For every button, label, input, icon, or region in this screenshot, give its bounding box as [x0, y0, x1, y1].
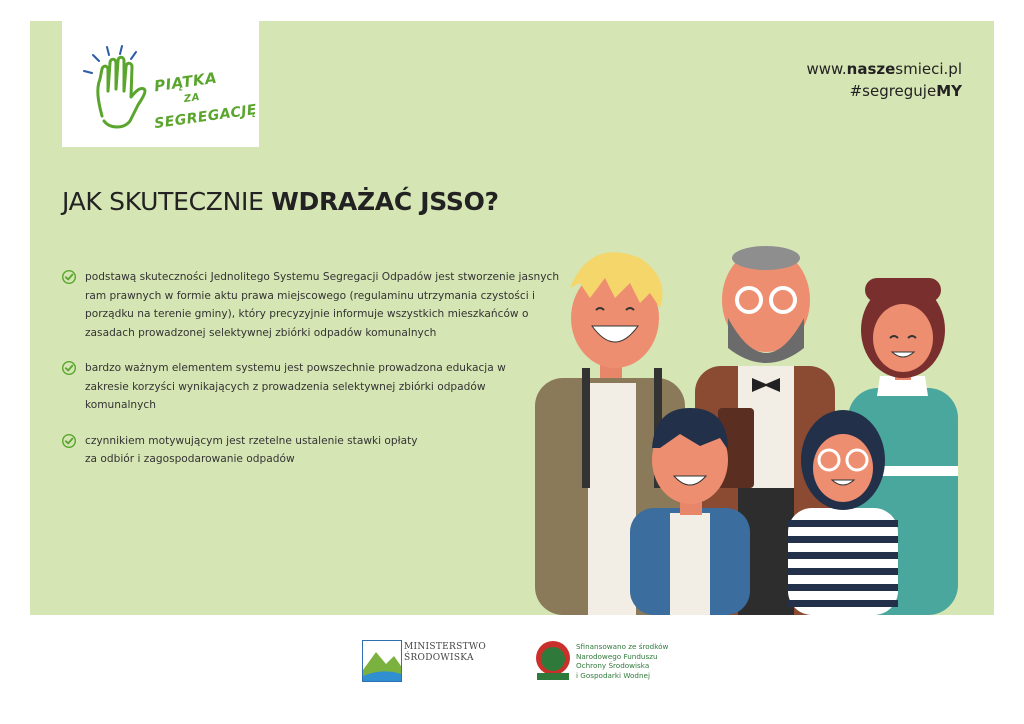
title-regular: JAK SKUTECZNIE	[62, 187, 272, 216]
url-bold: nasze	[846, 60, 896, 78]
website-url[interactable]	[806, 58, 962, 80]
fund-name	[576, 642, 668, 680]
logo-title-line2: ZA	[183, 91, 201, 106]
hashtag-part-b: MY	[936, 82, 962, 100]
url-prefix: www.	[806, 60, 847, 78]
ministry-name	[404, 642, 486, 664]
page-title	[62, 187, 499, 216]
logo-title-line1: PIĄTKA	[153, 68, 219, 96]
ministry-line1: MINISTERSTWO	[404, 642, 487, 652]
logo-title-line3: SEGREGACJĘ	[153, 101, 259, 133]
title-bold: WDRAŻAĆ JSSO?	[271, 187, 499, 216]
fund-line1: Sfinansowano ze środków	[576, 642, 669, 651]
list-item-text: podstawą skuteczności Jednolitego Systemu Segregacji Odpadów jest stworzenie jasnych ram prawnych w formie aktu prawa miejscowego (regulaminu utrzymania czystości i porządku na terenie gminy), który precyzyjnie informuje wszystkich mieszkańców o zasadach prowadzonej selektywnej zbiórki odpadów komunalnych	[85, 271, 560, 339]
list-item	[62, 432, 420, 469]
ministry-line2: ŚRODOWISKA	[404, 653, 474, 663]
check-icon	[62, 270, 76, 284]
fund-logo-icon	[534, 640, 572, 682]
hashtag	[806, 80, 962, 102]
check-icon	[62, 434, 76, 448]
list-item	[62, 268, 577, 342]
fund-line2: Narodowego Funduszu	[576, 651, 658, 661]
campaign-links	[806, 58, 962, 102]
fund-line3: Ochrony Środowiska	[576, 661, 650, 670]
ministry-logo-icon	[362, 640, 402, 682]
bullet-list	[62, 268, 562, 486]
list-item-text: bardzo ważnym elementem systemu jest powszechnie prowadzona edukacja w zakresie korzyści wynikających z prowadzenia selektywnej zbiórki odpadów komunalnych	[85, 362, 506, 411]
fund-line4: i Gospodarki Wodnej	[576, 670, 650, 680]
girl-striped-shirt	[788, 410, 898, 615]
check-icon	[62, 361, 76, 375]
url-suffix: smieci.pl	[895, 60, 962, 78]
people-illustration	[530, 238, 980, 615]
hashtag-part-a: #segreguje	[849, 82, 937, 100]
campaign-logo	[62, 21, 259, 147]
list-item	[62, 359, 515, 415]
list-item-text: czynnikiem motywującym jest rzetelne ustalenie stawki opłaty za odbiór i zagospodarowanie odpadów	[85, 434, 418, 465]
